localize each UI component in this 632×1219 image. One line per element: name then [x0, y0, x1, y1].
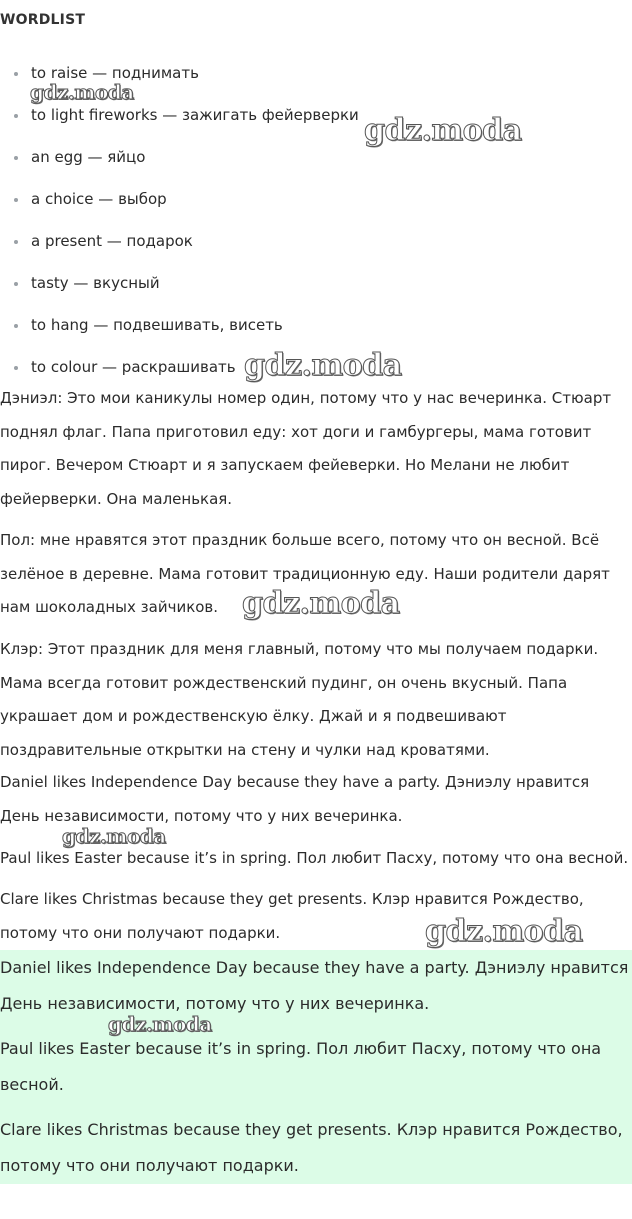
bullet-icon [14, 282, 18, 286]
bullet-icon [14, 198, 18, 202]
watermark: gdz.moda [62, 824, 166, 848]
wordlist-item: to light fireworks — зажигать фейерверки [14, 105, 359, 125]
paragraph-paul: Пол: мне нравятся этот праздник больше всего, потому что он весной. Всё зелёное в деревне. Мама готовит традиционную еду. Наши родители дарят нам шоколадных зайчиков. [0, 531, 610, 616]
watermark: gdz.moda [425, 914, 583, 949]
watermark: gdz.moda [364, 113, 522, 148]
wordlist-item: a choice — выбор [14, 189, 167, 209]
answer-clare: Clare likes Christmas because they get presents. Клэр нравится Рождество, потому что они получают подарки. [0, 1120, 623, 1175]
wordlist-heading: WORDLIST [0, 12, 86, 28]
paragraph-clare-en: Clare likes Christmas because they get presents. Клэр нравится Рождество, потому что они получают подарки. [0, 890, 584, 942]
wordlist-item: an egg — яйцо [14, 147, 145, 167]
answer-daniel: Daniel likes Independence Day because they have a party. Дэниэлу нравится День независимости, потому что у них вечеринка. [0, 958, 629, 1013]
bullet-icon [14, 366, 18, 370]
paragraph-clare: Клэр: Этот праздник для меня главный, потому что мы получаем подарки. Мама всегда готовит рождественский пудинг, он очень вкусный. Папа украшает дом и рождественскую ёлку. Джай и я подвешивают поздравительные открытки на стену и чулки над кроватями. [0, 640, 599, 759]
bullet-icon [14, 156, 18, 160]
wordlist-item: to raise — поднимать [14, 63, 199, 83]
answer-box [0, 950, 632, 1184]
bullet-icon [14, 72, 18, 76]
answer-paul: Paul likes Easter because it’s in spring. Пол любит Пасху, потому что она весной. [0, 1039, 602, 1094]
wordlist-item: to hang — подвешивать, висеть [14, 315, 283, 335]
watermark: gdz.moda [108, 1012, 212, 1036]
watermark: gdz.moda [242, 586, 400, 621]
wordlist-item: tasty — вкусный [14, 273, 160, 293]
paragraph-daniel-en: Daniel likes Independence Day because they have a party. Дэниэлу нравится День независимости, потому что у них вечеринка. [0, 773, 590, 825]
watermark: gdz.moda [244, 348, 402, 383]
wordlist-item: to colour — раскрашивать [14, 357, 236, 377]
bullet-icon [14, 324, 18, 328]
paragraph-paul-en: Paul likes Easter because it’s in spring. Пол любит Пасху, потому что она весной. [0, 849, 629, 867]
bullet-icon [14, 240, 18, 244]
watermark: gdz.moda [30, 80, 134, 104]
paragraph-daniel: Дэниэл: Это мои каникулы номер один, потому что у нас вечеринка. Стюарт поднял флаг. Папа приготовил еду: хот доги и гамбургеры, мама готовит пирог. Вечером Стюарт и я запускаем фейеверки. Но Мелани не любит фейерверки. Она маленькая. [0, 389, 612, 508]
bullet-icon [14, 114, 18, 118]
wordlist-item: a present — подарок [14, 231, 193, 251]
